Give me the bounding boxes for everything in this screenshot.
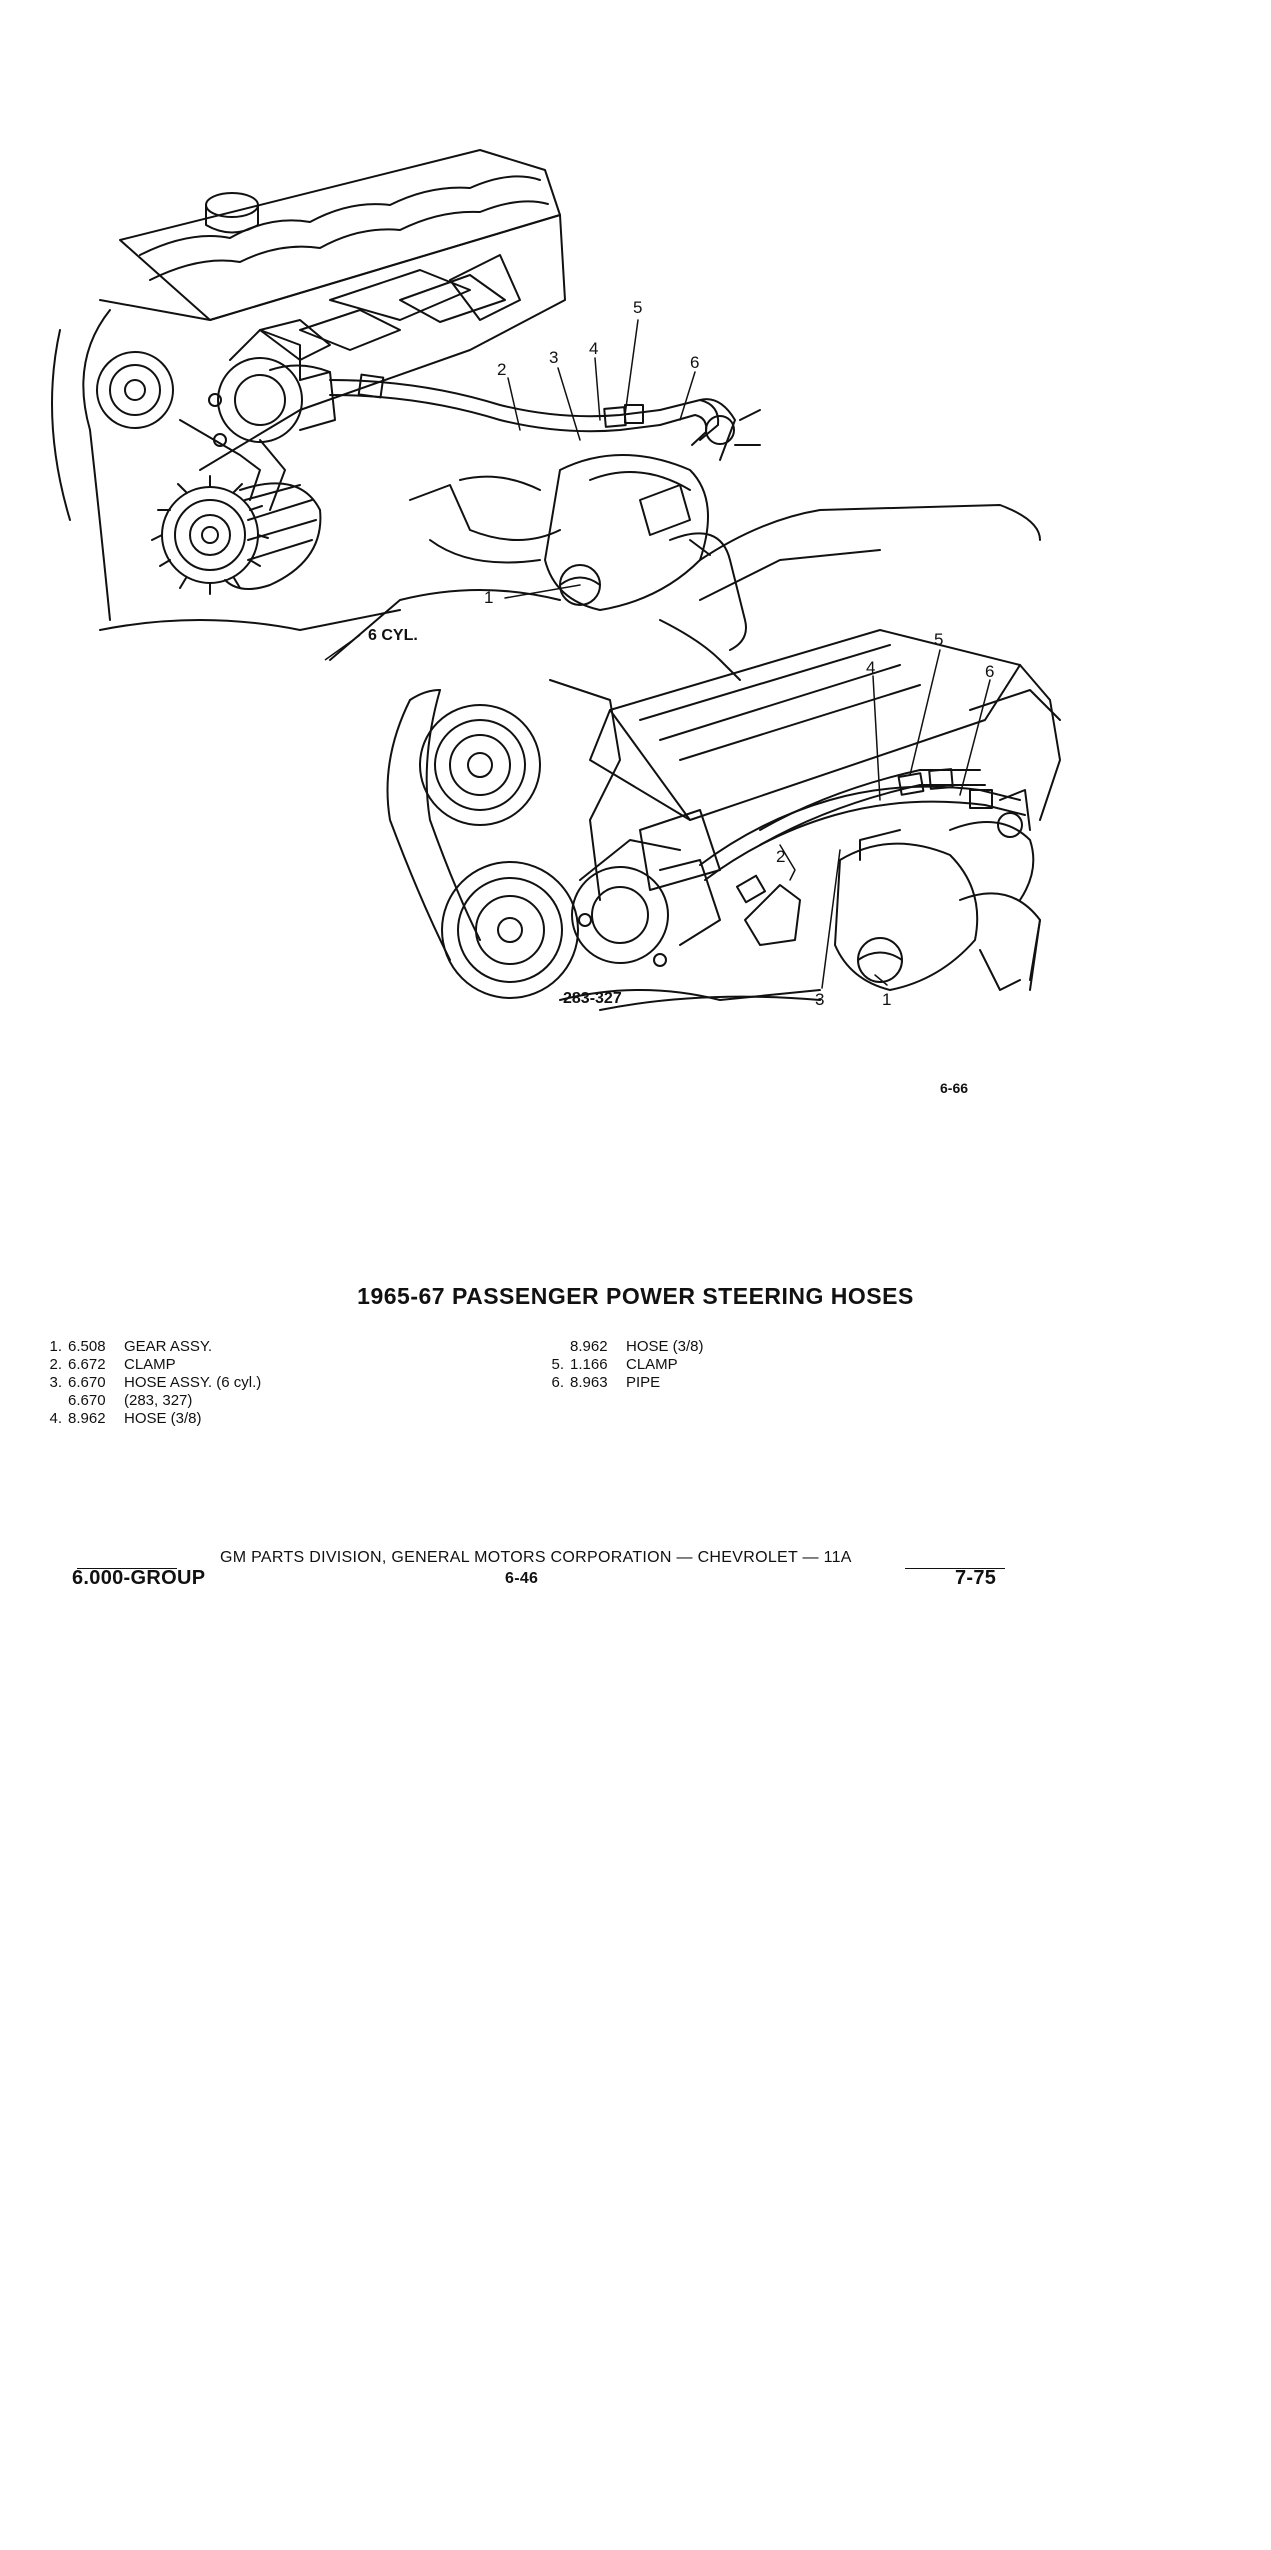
lower-callout-3: 3	[815, 990, 825, 1009]
upper-callout-1: 1	[484, 588, 494, 607]
part-code: 8.962	[570, 1338, 608, 1355]
lower-callout-4: 4	[866, 658, 876, 677]
part-code: 8.963	[570, 1374, 608, 1391]
part-description: GEAR ASSY.	[124, 1338, 213, 1355]
upper-callout-3: 3	[549, 348, 559, 367]
part-description: HOSE (3/8)	[626, 1338, 704, 1355]
parts-row	[38, 1356, 261, 1374]
part-description: CLAMP	[626, 1356, 678, 1373]
six-cyl-label: 6 CYL.	[368, 627, 418, 644]
parts-row	[540, 1356, 704, 1374]
part-description: CLAMP	[124, 1356, 176, 1373]
upper-callout-6: 6	[690, 353, 700, 372]
lower-callout-6: 6	[985, 662, 995, 681]
upper-leader-lines	[505, 320, 695, 598]
part-number: 4.	[49, 1410, 62, 1427]
lower-callout-2: 2	[776, 847, 786, 866]
upper-callout-5: 5	[633, 298, 643, 317]
upper-callout-2: 2	[497, 360, 507, 379]
parts-row	[540, 1374, 704, 1392]
parts-row	[38, 1392, 261, 1410]
lower-callout-5: 5	[934, 630, 944, 649]
part-description: (283, 327)	[124, 1392, 193, 1409]
parts-row	[38, 1338, 261, 1356]
parts-row	[38, 1374, 261, 1392]
parts-row	[38, 1410, 261, 1428]
part-number: 3.	[49, 1374, 62, 1391]
upper-callout-numbers	[484, 298, 699, 607]
figure-number: 6-66	[940, 1080, 969, 1096]
six-cylinder-engine-illustration	[52, 150, 1040, 680]
part-number: 2.	[49, 1356, 62, 1373]
footer-corporation: GM PARTS DIVISION, GENERAL MOTORS CORPORATION — CHEVROLET — 11A	[220, 1549, 852, 1566]
footer-page-number: 6-46	[505, 1570, 539, 1587]
upper-callout-4: 4	[589, 339, 599, 358]
part-code: 6.670	[68, 1392, 106, 1409]
footer-group: 6.000-GROUP	[72, 1567, 206, 1589]
part-number: 1.	[49, 1338, 62, 1355]
v8-engine-label: 283-327	[563, 990, 622, 1007]
parts-list-right	[540, 1338, 704, 1392]
part-code: 6.670	[68, 1374, 106, 1391]
part-description: HOSE (3/8)	[124, 1410, 202, 1427]
part-number	[38, 1392, 68, 1410]
part-description: PIPE	[626, 1374, 661, 1391]
part-number: 6.	[551, 1374, 564, 1391]
part-number	[540, 1338, 570, 1356]
part-number: 5.	[551, 1356, 564, 1373]
power-steering-diagram	[0, 0, 1271, 1100]
parts-row	[540, 1338, 704, 1356]
part-code: 8.962	[68, 1410, 106, 1427]
part-description: HOSE ASSY. (6 cyl.)	[124, 1374, 262, 1391]
parts-list-left	[38, 1338, 261, 1428]
v8-engine-illustration	[388, 630, 1061, 1010]
lower-callout-1: 1	[882, 990, 892, 1009]
part-code: 6.672	[68, 1356, 106, 1373]
part-code: 1.166	[570, 1356, 608, 1373]
page-title: 1965-67 PASSENGER POWER STEERING HOSES	[357, 1283, 914, 1309]
part-code: 6.508	[68, 1338, 106, 1355]
footer-date: 7-75	[955, 1567, 997, 1589]
